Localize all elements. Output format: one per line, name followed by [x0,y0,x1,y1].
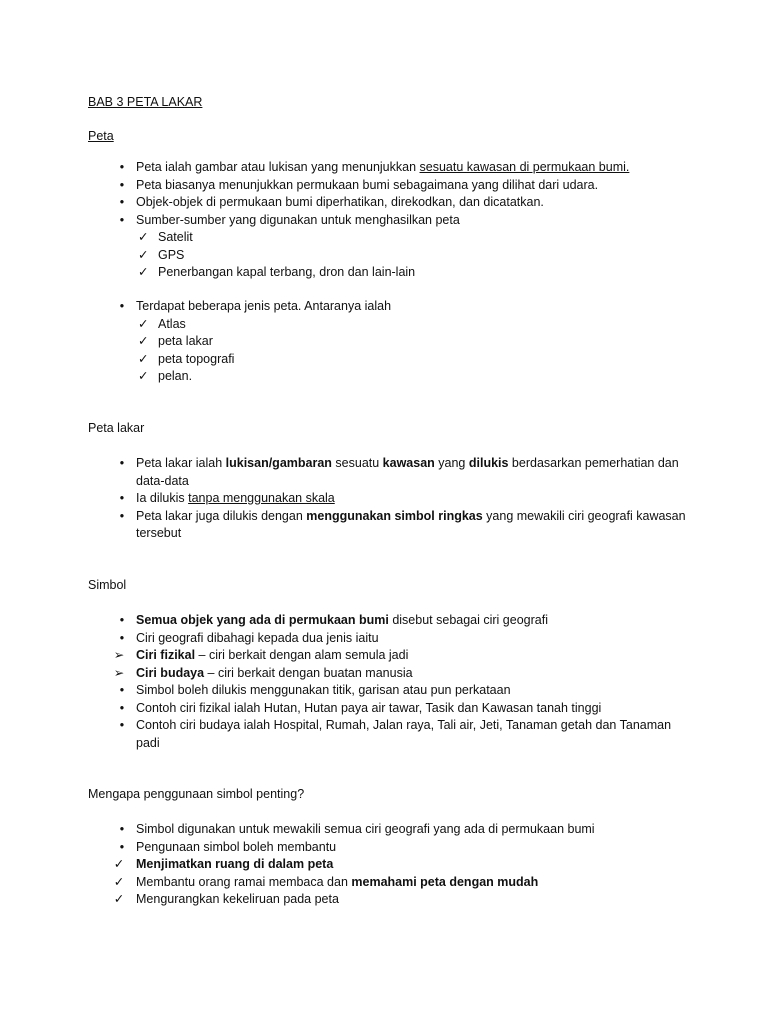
list-item [88,891,688,909]
list-item-text-bold: Menjimatkan ruang di dalam peta [136,857,334,871]
sublist-item-text: peta topografi [158,351,235,366]
document-title: BAB 3 PETA LAKAR [88,95,203,109]
heading-mengapa-simbol-penting: Mengapa penggunaan simbol penting? [88,787,305,801]
sublist-item-text: Atlas [158,316,186,331]
list-jenis-peta [88,298,688,386]
sublist-item-text: Penerbangan kapal terbang, dron dan lain-lain [158,265,416,279]
list-item-text: Mengurangkan kekeliruan pada peta [136,892,339,906]
bullet-marker: • [119,177,125,192]
sublist-item-text: GPS [158,247,185,262]
list-item-text-bold: kawasan [382,456,435,470]
list-peta-lakar [88,455,688,543]
heading-simbol: Simbol [88,578,127,592]
sublist-item [88,333,688,351]
list-item [88,159,688,177]
list-item [88,647,688,665]
bullet-marker: • [119,456,125,470]
list-item-text: Terdapat beberapa jenis peta. Antaranya ialah [136,299,392,313]
heading-peta-lakar: Peta lakar [88,421,145,435]
bullet-marker: • [119,212,125,227]
bullet-marker: • [119,630,125,645]
sublist-item-text: pelan. [158,369,193,383]
list-simbol [88,612,688,752]
bullet-marker: • [119,299,125,313]
list-item [88,194,688,212]
list-item-text-underlined: tanpa menggunakan skala [188,491,335,505]
list-item [88,630,688,648]
check-icon: ✓ [113,892,125,906]
bullet-marker: • [119,718,125,732]
heading-peta: Peta [88,129,114,143]
list-item-text-bold: menggunakan simbol ringkas [306,508,483,523]
list-item-text: berdasarkan pemerhatian dan data-data [136,456,679,488]
check-icon: ✓ [138,316,149,331]
list-item [88,508,688,543]
bullet-marker: • [119,839,125,854]
list-item [88,856,688,874]
list-item [88,700,688,718]
bullet-marker: • [119,160,125,174]
list-item-text: Peta biasanya menunjukkan permukaan bumi sebagaimana yang dilihat dari udara. [136,177,599,192]
sublist-item [88,247,688,265]
list-item [88,717,688,752]
list-item-text: Membantu orang ramai membaca dan [136,874,352,889]
list-item [88,839,688,857]
list-item-text: Simbol digunakan untuk mewakili semua ciri geografi yang ada di permukaan bumi [136,822,595,836]
check-icon: ✓ [138,247,149,262]
sublist-item-text: Satelit [158,230,193,244]
list-item [88,665,688,683]
list-item-text: Contoh ciri fizikal ialah Hutan, Hutan paya air tawar, Tasik dan Kawasan tanah tinggi [136,700,602,715]
check-icon: ✓ [138,230,149,244]
list-item [88,612,688,630]
list-item-text-underlined: sesuatu kawasan di permukaan bumi. [419,160,630,174]
list-simbol-penting [88,821,688,909]
list-item-text: yang mewakili ciri geografi kawasan tersebut [136,508,686,540]
bullet-marker: • [119,683,125,697]
sublist-item-text: peta lakar [158,334,213,348]
sublist-item [88,264,688,282]
list-item-text: Peta lakar ialah [136,456,226,470]
list-peta [88,159,688,282]
list-item-text-bold: Semua objek yang ada di permukaan bumi [136,613,389,627]
list-item-text: Pengunaan simbol boleh membantu [136,839,337,854]
list-item-text: sesuatu [331,456,383,470]
list-item-text: Contoh ciri budaya ialah Hospital, Rumah, Jalan raya, Tali air, Jeti, Tanaman getah dan Tanaman padi [136,718,672,750]
bullet-marker: • [119,508,125,523]
bullet-marker: • [119,822,125,836]
list-item [88,298,688,316]
list-item [88,212,688,230]
check-icon: ✓ [113,857,125,871]
list-item-text: Ciri geografi dibahagi kepada dua jenis iaitu [136,630,379,645]
sublist-item [88,368,688,386]
list-item-text-bold: Ciri budaya [136,665,205,680]
sublist-item [88,229,688,247]
bullet-marker: • [119,491,125,505]
list-item-text-bold: lukisan/gambaran [225,456,332,470]
list-item-text: – ciri berkait dengan alam semula jadi [195,648,409,662]
check-icon: ✓ [113,874,125,889]
list-item-text-bold: dilukis [468,456,509,470]
bullet-marker: • [119,195,125,209]
list-item-text-bold: memahami peta dengan mudah [351,874,539,889]
bullet-marker: • [119,613,125,627]
list-item-text: Peta lakar juga dilukis dengan [136,508,307,523]
list-item-text: disebut sebagai ciri geografi [388,613,548,627]
list-item-text: Sumber-sumber yang digunakan untuk menghasilkan peta [136,212,460,227]
list-item-text: Peta ialah gambar atau lukisan yang menunjukkan [136,160,420,174]
arrow-icon: ➢ [113,665,125,680]
bullet-marker: • [119,700,125,715]
check-icon: ✓ [138,265,149,279]
list-item [88,455,688,490]
sublist-item [88,351,688,369]
list-item [88,682,688,700]
list-item [88,177,688,195]
list-item-text: Simbol boleh dilukis menggunakan titik, garisan atau pun perkataan [136,683,511,697]
list-item [88,874,688,892]
list-item-text: yang [434,456,469,470]
list-item-text: Ia dilukis [136,491,189,505]
list-item-text: Objek-objek di permukaan bumi diperhatikan, direkodkan, dan dicatatkan. [136,195,544,209]
check-icon: ✓ [138,334,149,348]
sublist-item [88,316,688,334]
list-item [88,490,688,508]
check-icon: ✓ [138,351,149,366]
list-item-text: – ciri berkait dengan buatan manusia [204,665,413,680]
arrow-icon: ➢ [113,648,125,662]
list-item-text-bold: Ciri fizikal [136,648,196,662]
check-icon: ✓ [138,369,149,383]
list-item [88,821,688,839]
